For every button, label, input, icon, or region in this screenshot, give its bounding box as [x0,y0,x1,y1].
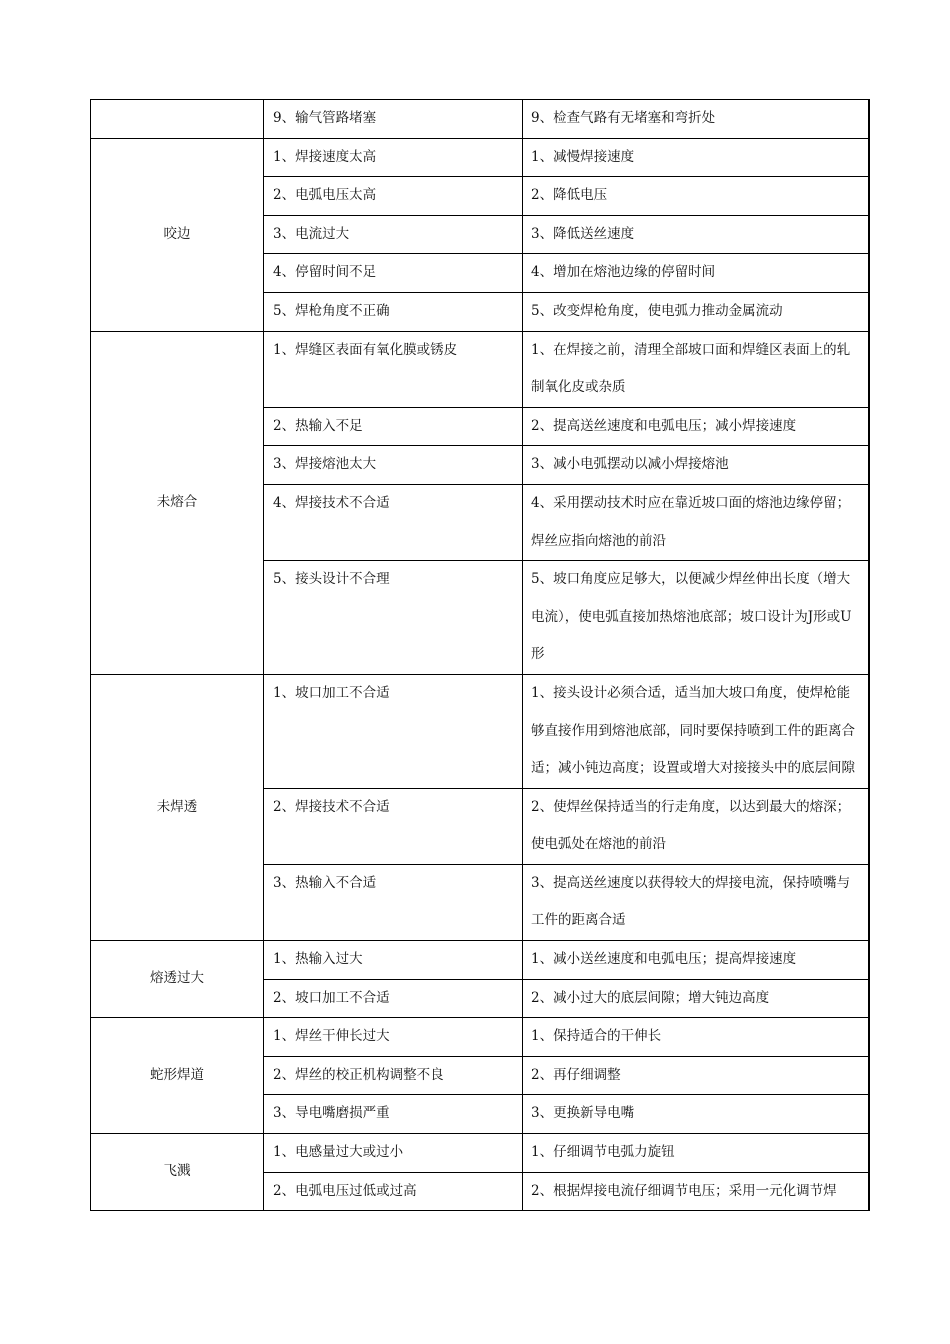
table-row [91,100,869,139]
remedy-cell: 5、改变焊枪角度，使电弧力推动金属流动 [523,292,869,331]
remedy-cell: 3、更换新导电嘴 [523,1095,869,1134]
cause-cell: 1、坡口加工不合适 [264,674,523,788]
cause-cell: 1、焊接速度太高 [264,138,523,177]
defect-type-cell [91,100,264,139]
remedy-cell: 1、仔细调节电弧力旋钮 [523,1134,869,1173]
cause-cell: 2、焊接技术不合适 [264,788,523,864]
defect-type-cell: 咬边 [91,138,264,331]
table-row [91,1134,869,1173]
defect-type-cell: 熔透过大 [91,941,264,1018]
table-row [91,1018,869,1057]
cause-cell: 2、热输入不足 [264,407,523,446]
remedy-cell: 4、增加在熔池边缘的停留时间 [523,254,869,293]
remedy-cell: 2、再仔细调整 [523,1056,869,1095]
defect-type-cell: 未熔合 [91,331,264,674]
remedy-cell: 4、采用摆动技术时应在靠近坡口面的熔池边缘停留；焊丝应指向熔池的前沿 [523,484,869,560]
cause-cell: 3、焊接熔池太大 [264,446,523,485]
remedy-cell: 1、减慢焊接速度 [523,138,869,177]
cause-cell: 3、导电嘴磨损严重 [264,1095,523,1134]
cause-cell: 2、坡口加工不合适 [264,979,523,1018]
table-row [91,941,869,980]
remedy-cell: 1、在焊接之前，清理全部坡口面和焊缝区表面上的轧制氧化皮或杂质 [523,331,869,407]
table-row [91,674,869,788]
cause-cell: 9、输气管路堵塞 [264,100,523,139]
remedy-cell: 2、提高送丝速度和电弧电压；减小焊接速度 [523,407,869,446]
remedy-cell: 2、减小过大的底层间隙；增大钝边高度 [523,979,869,1018]
defect-type-cell: 未焊透 [91,674,264,940]
defect-type-cell: 蛇形焊道 [91,1018,264,1134]
cause-cell: 3、热输入不合适 [264,864,523,940]
remedy-cell: 1、保持适合的干伸长 [523,1018,869,1057]
cause-cell: 3、电流过大 [264,215,523,254]
defect-type-cell: 飞溅 [91,1134,264,1211]
remedy-cell: 9、检查气路有无堵塞和弯折处 [523,100,869,139]
cause-cell: 1、热输入过大 [264,941,523,980]
cause-cell: 4、焊接技术不合适 [264,484,523,560]
remedy-cell: 1、减小送丝速度和电弧电压；提高焊接速度 [523,941,869,980]
welding-defects-table [90,99,870,1211]
cause-cell: 2、焊丝的校正机构调整不良 [264,1056,523,1095]
remedy-cell: 2、降低电压 [523,177,869,216]
cause-cell: 1、焊缝区表面有氧化膜或锈皮 [264,331,523,407]
table-row [91,331,869,407]
cause-cell: 5、焊枪角度不正确 [264,292,523,331]
remedy-cell: 3、提高送丝速度以获得较大的焊接电流，保持喷嘴与工件的距离合适 [523,864,869,940]
cause-cell: 1、焊丝干伸长过大 [264,1018,523,1057]
remedy-cell: 2、使焊丝保持适当的行走角度，以达到最大的熔深；使电弧处在熔池的前沿 [523,788,869,864]
remedy-cell: 2、根据焊接电流仔细调节电压；采用一元化调节焊 [523,1172,869,1211]
cause-cell: 2、电弧电压过低或过高 [264,1172,523,1211]
cause-cell: 1、电感量过大或过小 [264,1134,523,1173]
cause-cell: 5、接头设计不合理 [264,561,523,675]
table-row [91,138,869,177]
remedy-cell: 3、减小电弧摆动以减小焊接熔池 [523,446,869,485]
cause-cell: 4、停留时间不足 [264,254,523,293]
remedy-cell: 5、坡口角度应足够大，以便减少焊丝伸出长度（增大电流），使电弧直接加热熔池底部；坡口设计为J形或U形 [523,561,869,675]
remedy-cell: 3、降低送丝速度 [523,215,869,254]
table-body [91,100,869,1211]
cause-cell: 2、电弧电压太高 [264,177,523,216]
document-page [90,99,868,1211]
remedy-cell: 1、接头设计必须合适，适当加大坡口角度，使焊枪能够直接作用到熔池底部，同时要保持喷到工件的距离合适；减小钝边高度；设置或增大对接接头中的底层间隙 [523,674,869,788]
